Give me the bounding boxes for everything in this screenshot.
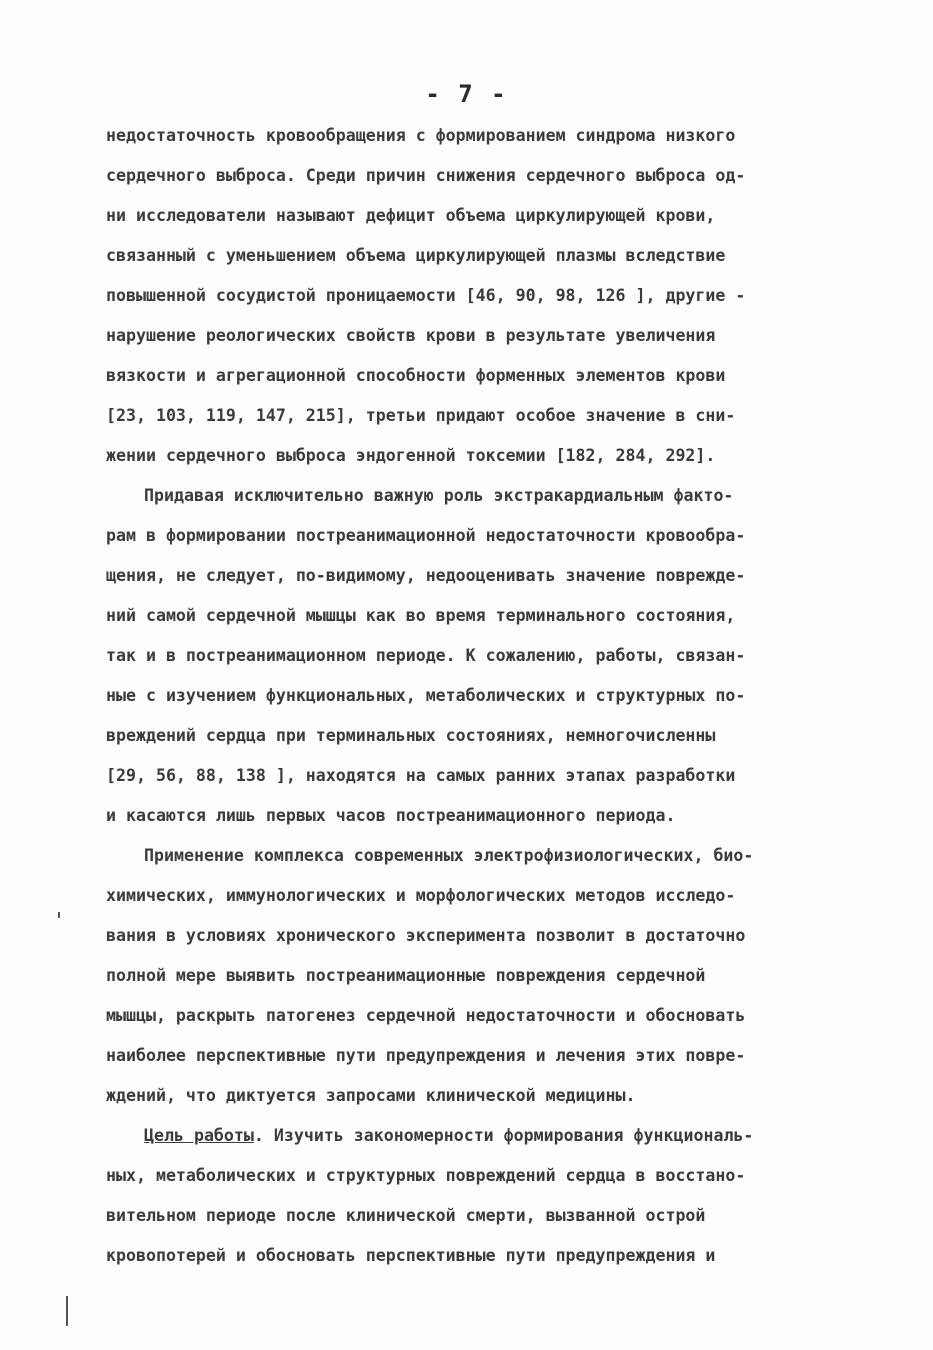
- text-line: кровопотерей и обосновать перспективные пути предупреждения и: [106, 1246, 716, 1265]
- text-line: сердечного выброса. Среди причин снижения сердечного выброса од-: [106, 166, 746, 185]
- text-line: вания в условиях хронического эксперимента позволит в достаточно: [106, 926, 746, 945]
- text-line: и касаются лишь первых часов постреанимационного периода.: [106, 806, 676, 825]
- text-line: щения, не следует, по-видимому, недооценивать значение поврежде-: [106, 566, 746, 585]
- text-line: ных, метаболических и структурных повреждений сердца в восстано-: [106, 1166, 746, 1185]
- text-line: наиболее перспективные пути предупреждения и лечения этих повре-: [106, 1046, 746, 1065]
- text-line: ний самой сердечной мышцы как во время терминального состояния,: [106, 606, 736, 625]
- text-line: Применение комплекса современных электрофизиологических, био-: [144, 846, 754, 865]
- body-text: [106, 116, 866, 1276]
- text-line: жении сердечного выброса эндогенной токсемии [182, 284, 292].: [106, 446, 716, 465]
- paragraph-goal: [106, 1116, 866, 1276]
- goal-text: . Изучить закономерности формирования функциональ-: [253, 1126, 754, 1145]
- text-line: полной мере выявить постреанимационные повреждения сердечной: [106, 966, 706, 985]
- text-line: повышенной сосудистой проницаемости [46, 90, 98, 126 ], другие -: [106, 286, 746, 305]
- text-line: Придавая исключительно важную роль экстракардиальным факто-: [144, 486, 734, 505]
- paragraph-3: [106, 836, 866, 1116]
- text-line: [23, 103, 119, 147, 215], третьи придают особое значение в сни-: [106, 406, 736, 425]
- text-line: ждений, что диктуется запросами клинической медицины.: [106, 1086, 636, 1105]
- page-number: - 7 -: [425, 80, 508, 108]
- margin-mark: [66, 1296, 68, 1326]
- text-line: вреждений сердца при терминальных состояниях, немногочисленны: [106, 726, 716, 745]
- text-line: ные с изучением функциональных, метаболических и структурных по-: [106, 686, 746, 705]
- text-line: ни исследователи называют дефицит объема циркулирующей крови,: [106, 206, 716, 225]
- text-line: мышцы, раскрыть патогенез сердечной недостаточности и обосновать: [106, 1006, 746, 1025]
- paragraph-1: [106, 116, 866, 476]
- text-line: недостаточность кровообращения с формированием синдрома низкого: [106, 126, 736, 145]
- paragraph-2: [106, 476, 866, 836]
- text-line: так и в постреанимационном периоде. К сожалению, работы, связан-: [106, 646, 746, 665]
- text-line: вязкости и агрегационной способности форменных элементов крови: [106, 366, 726, 385]
- text-line: вительном периоде после клинической смерти, вызванной острой: [106, 1206, 706, 1225]
- text-line: связанный с уменьшением объема циркулирующей плазмы вследствие: [106, 246, 726, 265]
- goal-heading: Цель работы: [144, 1126, 254, 1145]
- text-line: [106, 1116, 866, 1156]
- text-line: химических, иммунологических и морфологических методов исследо-: [106, 886, 736, 905]
- text-line: рам в формировании постреанимационной недостаточности кровообра-: [106, 526, 746, 545]
- text-line: [29, 56, 88, 138 ], находятся на самых ранних этапах разработки: [106, 766, 736, 785]
- text-line: нарушение реологических свойств крови в результате увеличения: [106, 326, 716, 345]
- margin-mark: [58, 912, 60, 918]
